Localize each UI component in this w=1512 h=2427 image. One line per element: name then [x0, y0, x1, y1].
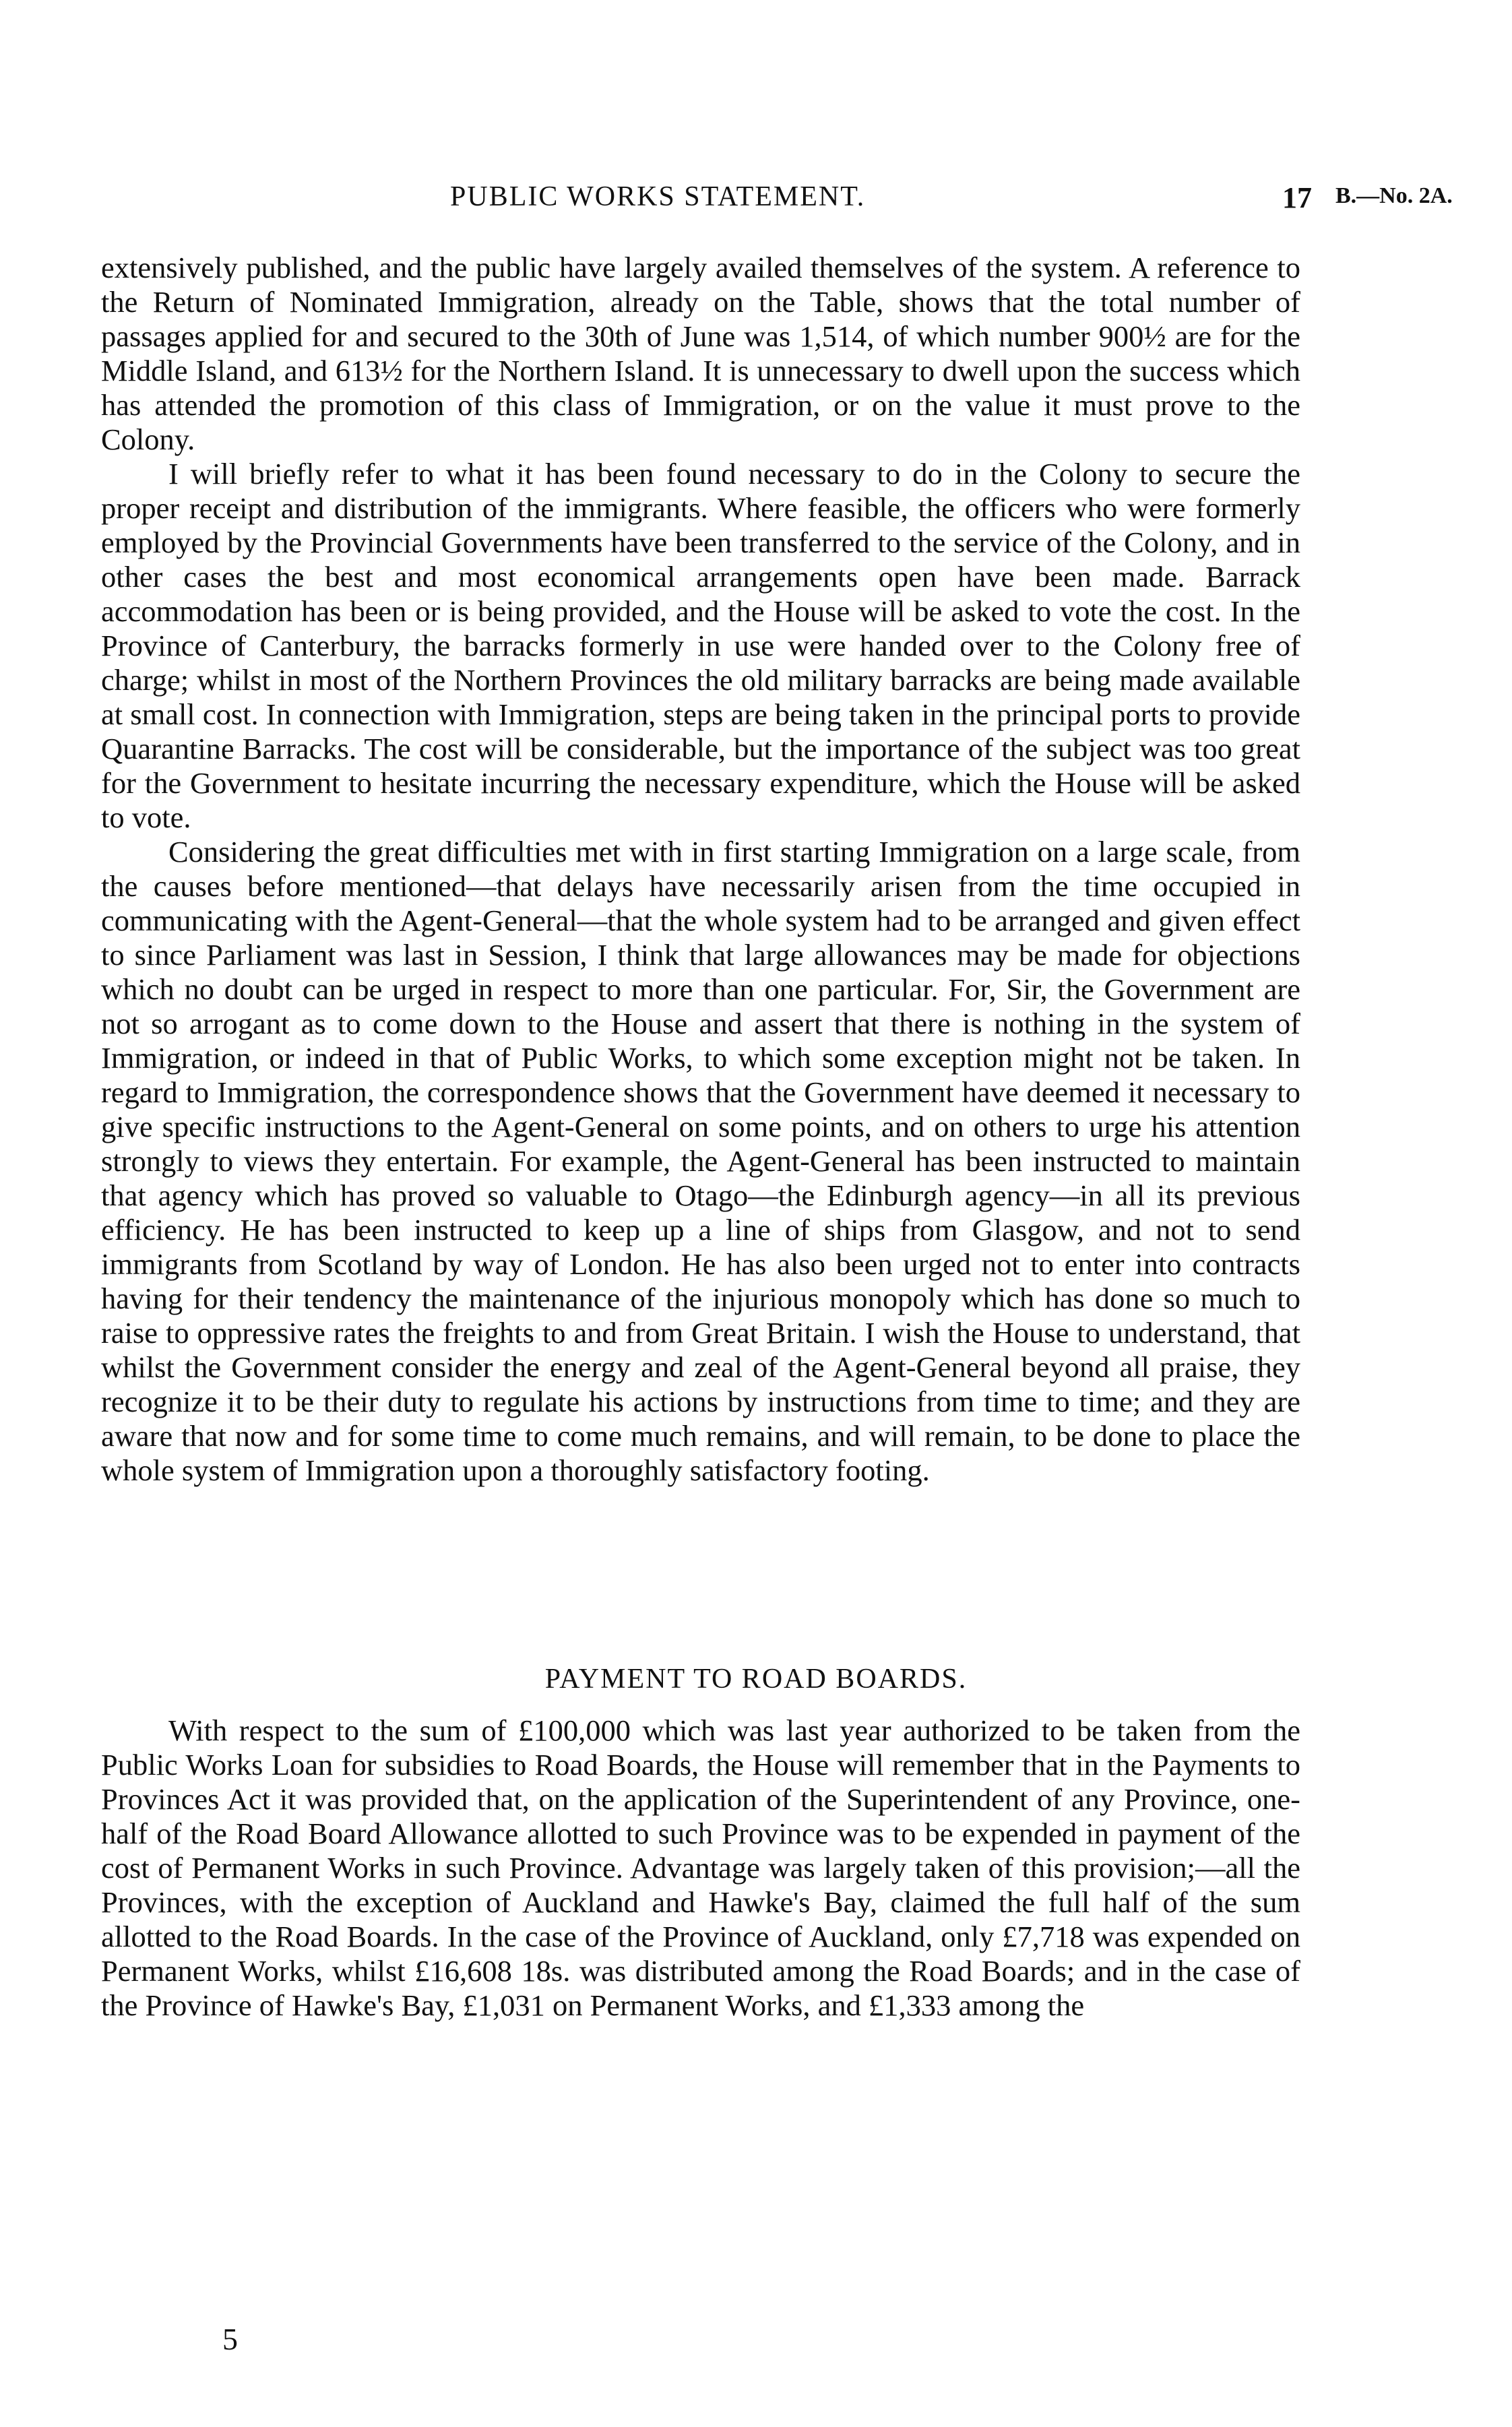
paragraph-continued: extensively published, and the public have largely availed themselves of the system. A reference to the Return of Nominated Immigration, already on the Table, shows that the total number of passages applied for and secured to the 30th of June was 1,514, of which number 900½ are for the Middle Island, and 613½ for the Northern Island. It is unnecessary to dwell upon the success which has attended the promotion of this class of Immigration, or on the value it must prove to the Colony. — [101, 251, 1300, 456]
signature-mark: 5 — [222, 2322, 238, 2356]
paragraph-receipt-distribution: I will briefly refer to what it has been found necessary to do in the Colony to secure the proper receipt and distribution of the immigrants. Where feasible, the officers who were formerly employed by the Provincial Governments have been transferred to the service of the Colony, and in other cases the best and most economical arrangements open have been made. Barrack accommodation has been or is being provided, and the House will be asked to vote the cost. In the Province of Canterbury, the barracks formerly in use were handed over to the Colony free of charge; whilst in most of the Northern Provinces the old military barracks are being made available at small cost. In connection with Immigration, steps are being taken in the principal ports to provide Quarantine Barracks. The cost will be considerable, but the importance of the subject was too great for the Government to hesitate incurring the necessary expenditure, which the House will be asked to vote. — [101, 457, 1300, 834]
section-heading-road-boards: PAYMENT TO ROAD BOARDS. — [544, 1664, 968, 1695]
immigration-section — [101, 251, 1300, 1488]
running-title: PUBLIC WORKS STATEMENT. — [450, 181, 866, 212]
road-boards-section — [101, 1713, 1300, 2023]
document-reference: B.—No. 2A. — [1335, 183, 1453, 208]
page-number: 17 — [1282, 181, 1312, 214]
paragraph-difficulties: Considering the great difficulties met with in first starting Immigration on a large scale, from the causes before mentioned—that delays have necessarily arisen from the time occupied in communicating with the Agent-General—that the whole system had to be arranged and given effect to since Parliament was last in Session, I think that large allowances may be made for objections which no doubt can be urged in respect to more than one particular. For, Sir, the Government are not so arrogant as to come down to the House and assert that there is nothing in the system of Immigration, or indeed in that of Public Works, to which some exception might not be taken. In regard to Immigration, the correspondence shows that the Government have deemed it necessary to give specific instructions to the Agent-General on some points, and on others to urge his attention strongly to views they entertain. For example, the Agent-General has been instructed to maintain that agency which has proved so valuable to Otago—the Edinburgh agency—in all its previous efficiency. He has been instructed to keep up a line of ships from Glasgow, and not to send immigrants from Scotland by way of London. He has also been urged not to enter into contracts having for their tendency the maintenance of the injurious monopoly which has done so much to raise to oppressive rates the freights to and from Great Britain. I wish the House to understand, that whilst the Government consider the energy and zeal of the Agent-General beyond all praise, they recognize it to be their duty to regulate his actions by instructions from time to time; and they are aware that now and for some time to come much remains, and will remain, to be done to place the whole system of Immigration upon a thoroughly satisfactory footing. — [101, 835, 1300, 1487]
page-header — [0, 181, 1512, 221]
paragraph-road-boards: With respect to the sum of £100,000 which was last year authorized to be taken from the Public Works Loan for subsidies to Road Boards, the House will remember that in the Payments to Provinces Act it was provided that, on the application of the Superintendent of any Province, one-half of the Road Board Allowance allotted to such Province was to be expended in payment of the cost of Permanent Works in such Province. Advantage was largely taken of this provision;—all the Provinces, with the exception of Auckland and Hawke's Bay, claimed the full half of the sum allotted to the Road Boards. In the case of the Province of Auckland, only £7,718 was expended on Permanent Works, whilst £16,608 18s. was distributed among the Road Boards; and in the case of the Province of Hawke's Bay, £1,031 on Permanent Works, and £1,333 among the — [101, 1713, 1300, 2022]
